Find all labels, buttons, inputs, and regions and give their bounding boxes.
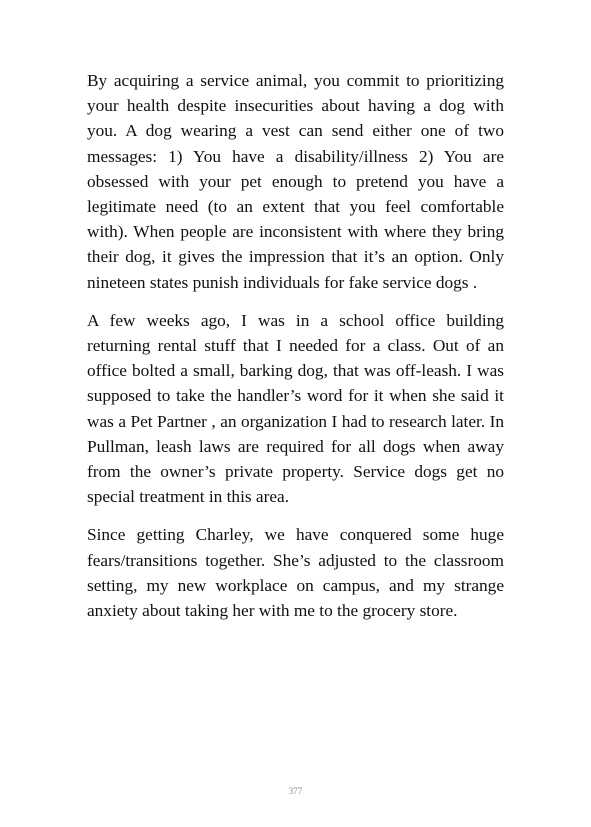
paragraph-3: Since getting Charley, we have conquered some huge fears/transitions together. She’s adjusted to the classroom setting, my new workplace on campus, and my strange anxiety about taking her with me to the grocery store.	[87, 525, 504, 621]
body-text	[87, 68, 504, 636]
paragraph-2: A few weeks ago, I was in a school office building returning rental stuff that I needed for a class. Out of an office bolted a small, barking dog, that was off-leash. I was supposed to take the handler’s word for it when she said it was a Pet Partner , an organization I had to research later. In Pullman, leash laws are required for all dogs when away from the owner’s private property. Service dogs get no special treatment in this area.	[87, 310, 504, 507]
paragraph-1: By acquiring a service animal, you commit to prioritizing your health despite insecurities about having a dog with you. A dog wearing a vest can send either one of two messages: 1) You have a disability/illness 2) You are obsessed with your pet enough to pretend you have a legitimate need (to an extent that you feel comfortable with). When people are inconsistent with where they bring their dog, it gives the impression that it’s an option. Only nineteen states punish individuals for fake service dogs .	[87, 71, 504, 292]
page-number: 377	[288, 786, 303, 796]
